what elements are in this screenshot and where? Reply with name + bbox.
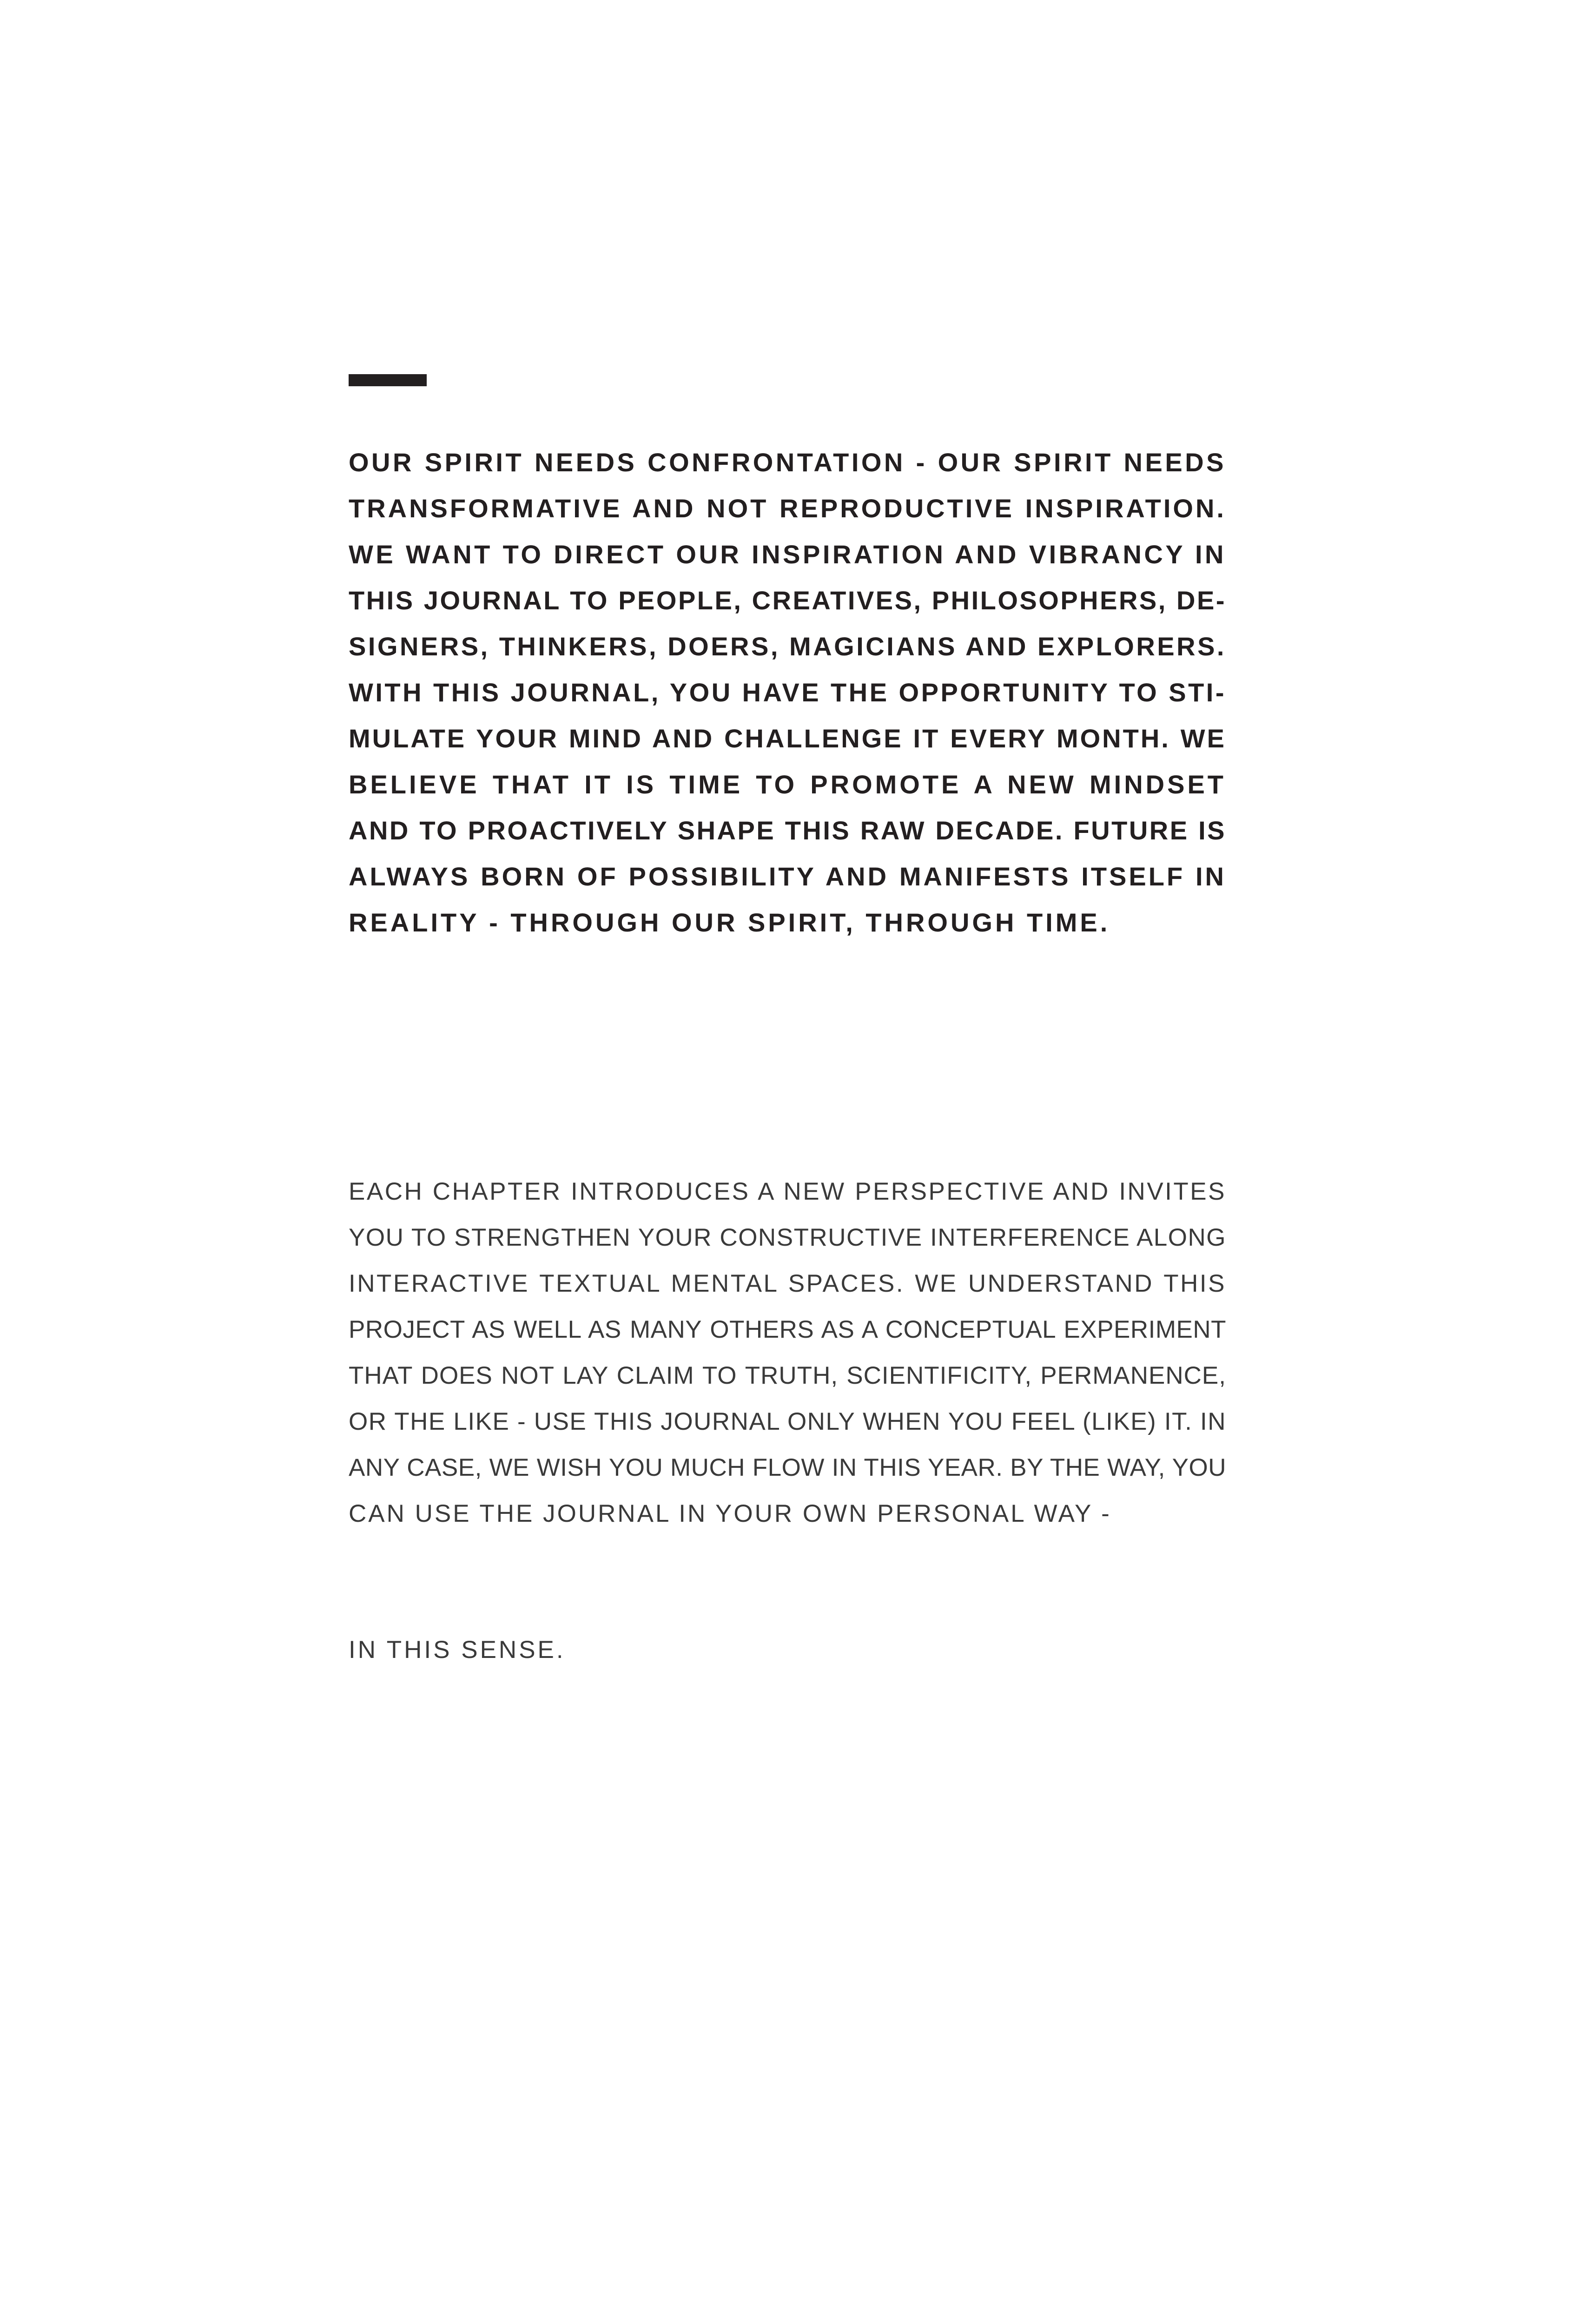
body-line: INTERACTIVE TEXTUAL MENTAL SPACES. WE UNDERSTAND THIS (349, 1270, 1226, 1297)
accent-bar (349, 374, 427, 386)
body-line: YOU TO STRENGTHEN YOUR CONSTRUCTIVE INTERFERENCE ALONG (349, 1224, 1226, 1251)
body-line: CAN USE THE JOURNAL IN YOUR OWN PERSONAL WAY - (349, 1500, 1111, 1527)
intro-line: SIGNERS, THINKERS, DOERS, MAGICIANS AND EXPLORERS. (349, 632, 1226, 661)
intro-line: TRANSFORMATIVE AND NOT REPRODUCTIVE INSPIRATION. (349, 494, 1226, 523)
intro-line: ALWAYS BORN OF POSSIBILITY AND MANIFESTS ITSELF IN (349, 862, 1226, 891)
body-line: EACH CHAPTER INTRODUCES A NEW PERSPECTIVE AND INVITES (349, 1178, 1226, 1205)
body-line: ANY CASE, WE WISH YOU MUCH FLOW IN THIS YEAR. BY THE WAY, YOU (349, 1454, 1226, 1481)
intro-line: WITH THIS JOURNAL, YOU HAVE THE OPPORTUNITY TO STI- (349, 678, 1226, 707)
intro-line: BELIEVE THAT IT IS TIME TO PROMOTE A NEW MINDSET (349, 770, 1226, 799)
intro-line: REALITY - THROUGH OUR SPIRIT, THROUGH TIME. (349, 908, 1110, 937)
intro-line: OUR SPIRIT NEEDS CONFRONTATION - OUR SPIRIT NEEDS (349, 448, 1226, 477)
intro-line: WE WANT TO DIRECT OUR INSPIRATION AND VIBRANCY IN (349, 540, 1226, 569)
intro-line: AND TO PROACTIVELY SHAPE THIS RAW DECADE. FUTURE IS (349, 816, 1226, 845)
intro-paragraph (349, 439, 1226, 945)
body-line: THAT DOES NOT LAY CLAIM TO TRUTH, SCIENTIFICITY, PERMANENCE, (349, 1362, 1226, 1389)
closing-text: IN THIS SENSE. (349, 1636, 566, 1664)
body-line: PROJECT AS WELL AS MANY OTHERS AS A CONCEPTUAL EXPERIMENT (349, 1316, 1226, 1343)
body-line: OR THE LIKE - USE THIS JOURNAL ONLY WHEN YOU FEEL (LIKE) IT. IN (349, 1408, 1226, 1435)
closing-line (349, 1627, 1226, 1673)
intro-line: THIS JOURNAL TO PEOPLE, CREATIVES, PHILOSOPHERS, DE- (349, 586, 1226, 615)
intro-line: MULATE YOUR MIND AND CHALLENGE IT EVERY MONTH. WE (349, 724, 1226, 753)
body-paragraph (349, 1169, 1226, 1537)
